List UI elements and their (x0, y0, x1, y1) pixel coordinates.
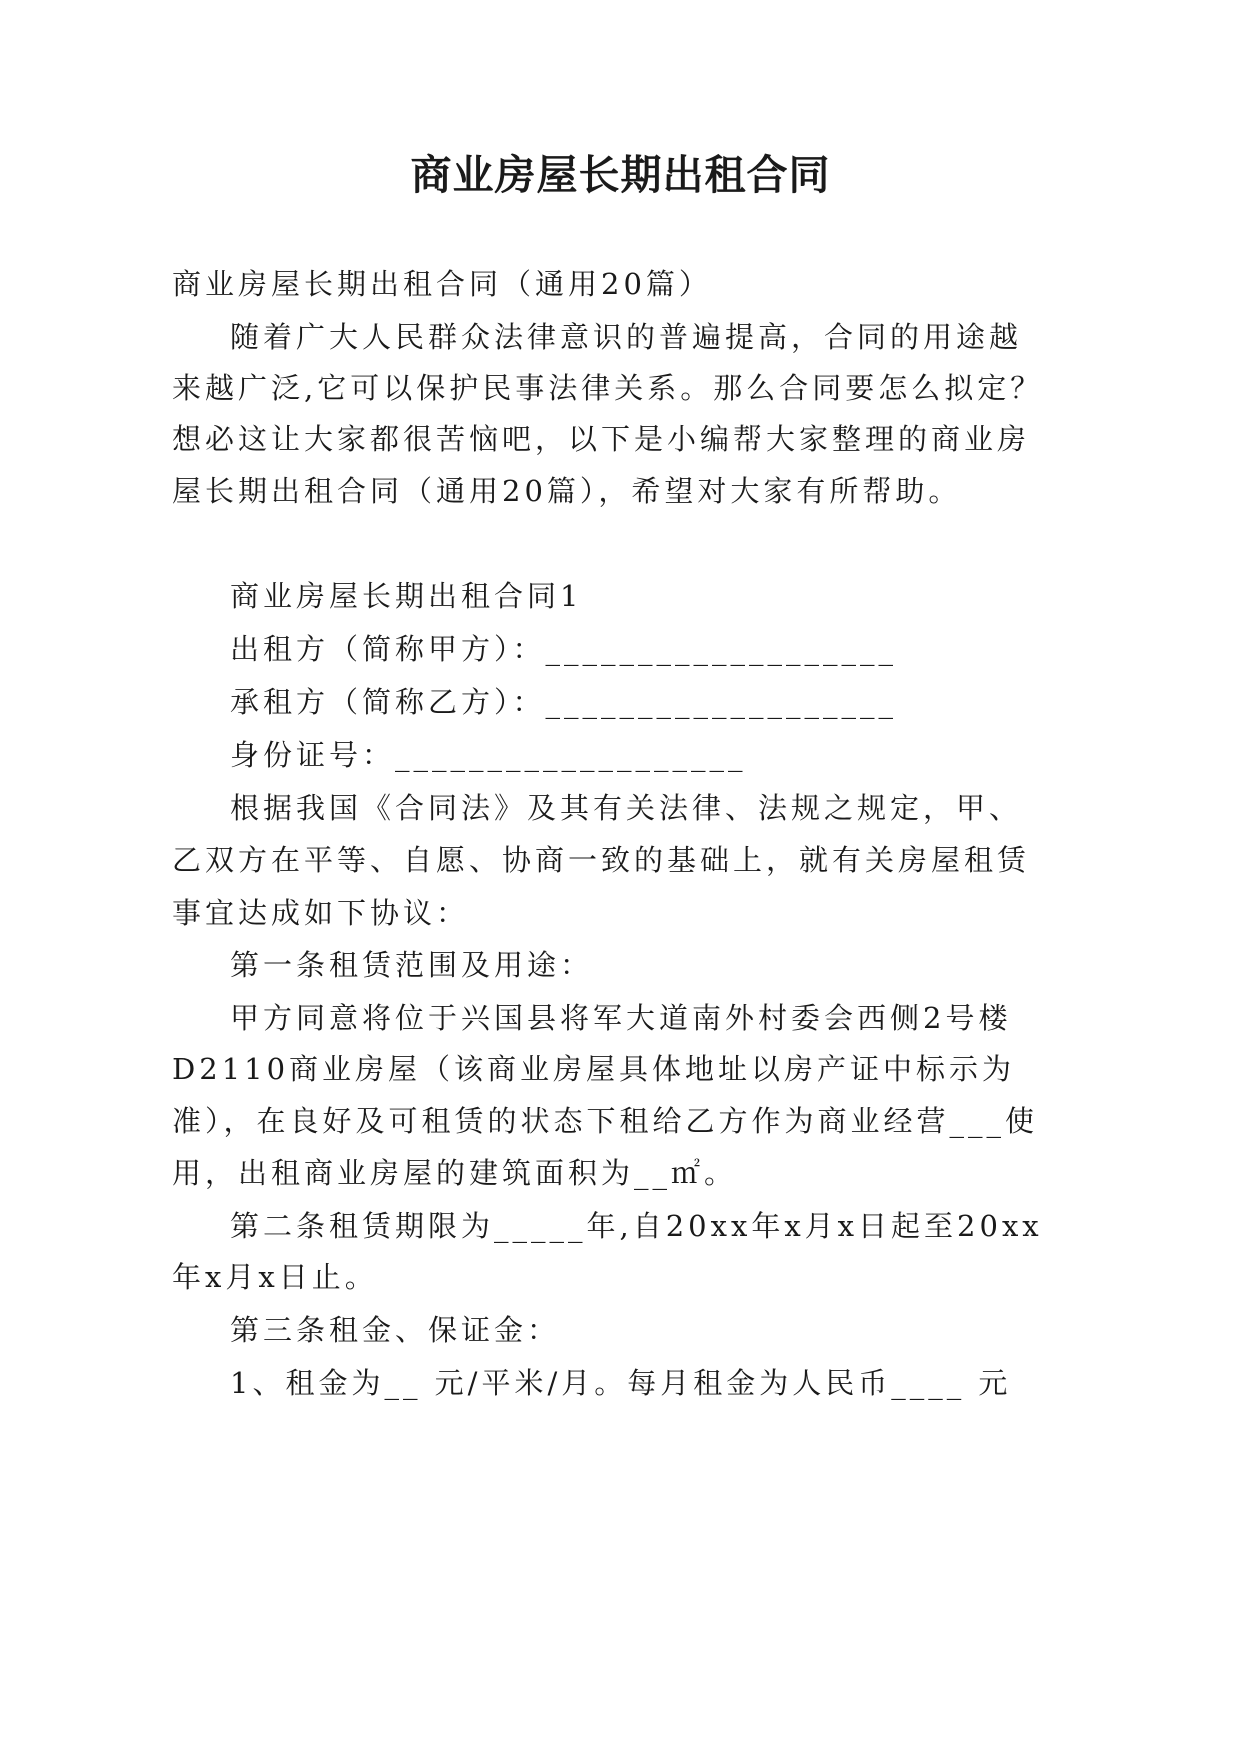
intro-line-3: 想必这让大家都很苦恼吧，以下是小编帮大家整理的商业房 (172, 422, 1031, 456)
article-1-line-3: 准），在良好及可租赁的状态下租给乙方作为商业经营___使 (172, 1104, 1039, 1138)
intro-line-4: 屋长期出租合同（通用20篇），希望对大家有所帮助。 (172, 474, 962, 508)
lessee-line: 承租方（简称乙方）：___________________ (230, 685, 898, 719)
article-2-line-2: 年x月x日止。 (172, 1260, 378, 1294)
contract-heading: 商业房屋长期出租合同1 (230, 579, 583, 613)
article-1-line-4: 用，出租商业房屋的建筑面积为__㎡。 (172, 1156, 738, 1190)
id-number-line: 身份证号：___________________ (230, 738, 747, 772)
preamble-line-3: 事宜达成如下协议： (172, 896, 470, 930)
intro-line-1: 随着广大人民群众法律意识的普遍提高，合同的用途越 (230, 320, 1023, 354)
article-3-line-1: 1、租金为__ 元/平米/月。每月租金为人民币____ 元 (230, 1366, 1012, 1400)
article-2-line-1: 第二条租赁期限为_____年,自20xx年x月x日起至20xx (230, 1209, 1043, 1243)
preamble-line-2: 乙双方在平等、自愿、协商一致的基础上，就有关房屋租赁 (172, 843, 1031, 877)
document-title: 商业房屋长期出租合同 (410, 151, 831, 199)
preamble-line-1: 根据我国《合同法》及其有关法律、法规之规定，甲、 (230, 791, 1023, 825)
intro-line-2: 来越广泛,它可以保护民事法律关系。那么合同要怎么拟定？ (172, 371, 1044, 405)
subtitle-line: 商业房屋长期出租合同（通用20篇） (172, 267, 712, 301)
article-1-line-1: 甲方同意将位于兴国县将军大道南外村委会西侧2号楼 (230, 1001, 1012, 1035)
lessor-line: 出租方（简称甲方）：___________________ (230, 632, 898, 666)
article-3-heading: 第三条租金、保证金： (230, 1313, 561, 1347)
article-1-heading: 第一条租赁范围及用途： (230, 948, 594, 982)
article-1-line-2: D2110商业房屋（该商业房屋具体地址以房产证中标示为 (172, 1052, 1016, 1086)
